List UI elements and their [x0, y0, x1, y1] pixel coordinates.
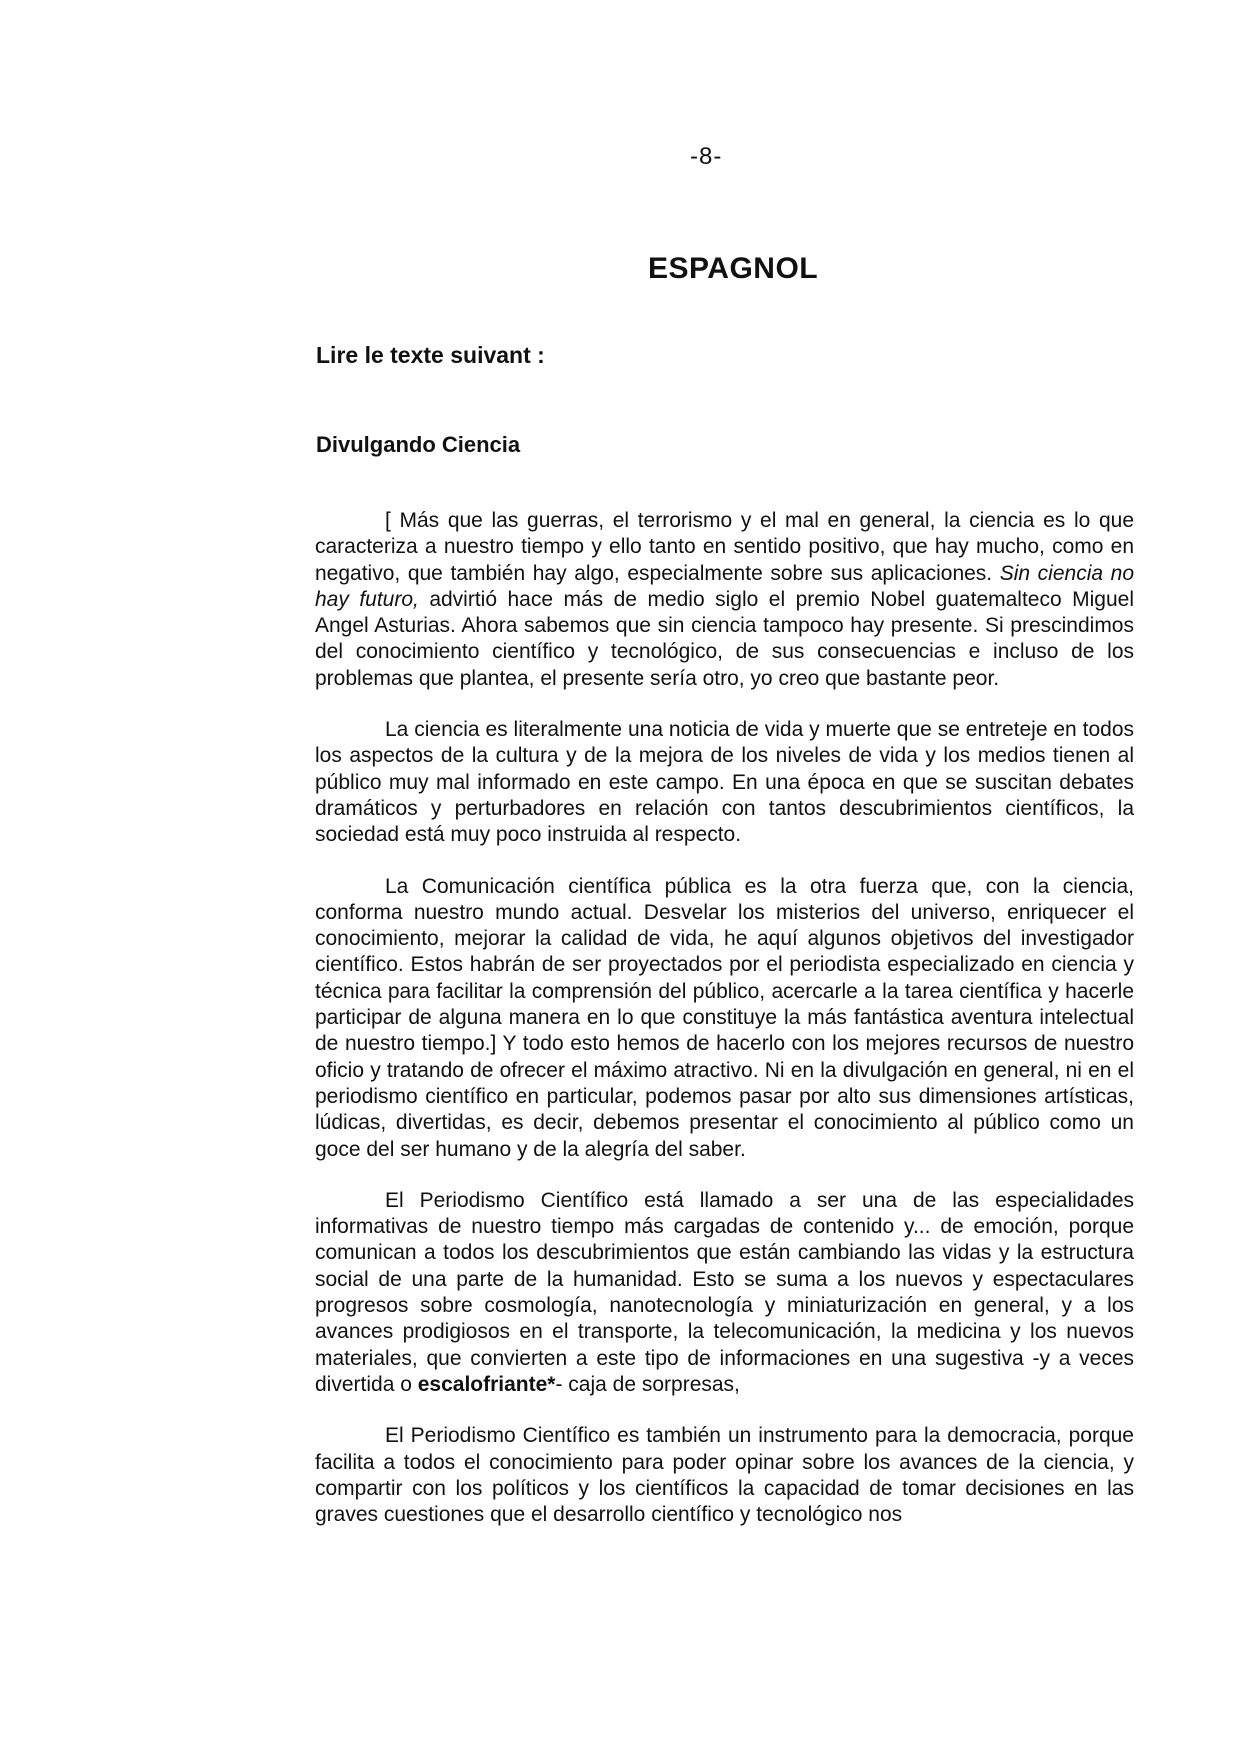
article-title: Divulgando Ciencia: [316, 432, 521, 457]
paragraph-1-text-a: [ Más que las guerras, el terrorismo y el mal en general, la ciencia es lo que caracteriza a nuestro tiempo y ello tanto en sentido positivo, que hay mucho, como en negativo, que también hay algo, especialmente sobre sus aplicaciones.: [315, 509, 1134, 585]
paragraph-3: La Comunicación científica pública es la otra fuerza que, con la ciencia, conforma nuestro mundo actual. Desvelar los misterios del universo, enriquecer el conocimiento, mejorar la calidad de vida, he aquí algunos objetivos del investigador científico. Estos habrán de ser proyectados por el periodista especializado en ciencia y técnica para facilitar la comprensión del público, acercarle a la tarea científica y hacerle participar de alguna manera en lo que constituye la más fantástica aventura intelectual de nuestro tiempo.] Y todo esto hemos de hacerlo con los mejores recursos de nuestro oficio y tratando de ofrecer el máximo atractivo. Ni en la divulgación en general, ni en el periodismo científico en particular, podemos pasar por alto sus dimensiones artísticas, lúdicas, divertidas, es decir, debemos presentar el conocimiento al público como un goce del ser humano y de la alegría del saber.: [315, 874, 1134, 1161]
paragraph-2: La ciencia es literalmente una noticia de vida y muerte que se entreteje en todos los aspectos de la cultura y de la mejora de los niveles de vida y los medios tienen al público muy mal informado en este campo. En una época en que se suscitan debates dramáticos y perturbadores en relación con tantos descubrimientos científicos, la sociedad está muy poco instruida al respecto.: [315, 718, 1134, 847]
paragraph-5: El Periodismo Científico es también un instrumento para la democracia, porque facilita a todos el conocimiento para poder opinar sobre los avances de la ciencia, y compartir con los políticos y los científicos la capacidad de tomar decisiones en las graves cuestiones que el desarrollo científico y tecnológico nos: [315, 1424, 1134, 1527]
paragraph-4: [315, 1188, 1134, 1398]
paragraph-1-text-b: advirtió hace más de medio siglo el premio Nobel guatemalteco Miguel Angel Asturias. Ahora sabemos que sin ciencia tampoco hay presente. Si prescindimos del conocimiento científico y tecnológico, de sus consecuencias e incluso de los problemas que plantea, el presente sería otro, yo creo que bastante peor.: [315, 587, 1134, 690]
paragraph-4-text-b: - caja de sorpresas,: [555, 1372, 740, 1396]
quoted-phrase: Sin ciencia no hay futuro,: [315, 561, 1134, 611]
instruction-text: Lire le texte suivant :: [316, 342, 545, 368]
subject-heading: ESPAGNOL: [648, 252, 819, 285]
footnoted-word: escalofriante*: [417, 1372, 556, 1396]
paragraph-1: [315, 508, 1134, 692]
paragraph-4-text-a: El Periodismo Científico está llamado a ser una de las especialidades informativas de nuestro tiempo más cargadas de contenido y... de emoción, porque comunican a todos los descubrimientos que están cambiando las vidas y la estructura social de una parte de la humanidad. Esto se suma a los nuevos y espectaculares progresos sobre cosmología, nanotecnología y miniaturización en general, y a los avances prodigiosos en el transporte, la telecomunicación, la medicina y los nuevos materiales, que convierten a este tipo de informaciones en una sugestiva -y a veces divertida o: [315, 1188, 1134, 1396]
page-number: -8-: [690, 143, 723, 170]
article-body: [315, 508, 1134, 1528]
